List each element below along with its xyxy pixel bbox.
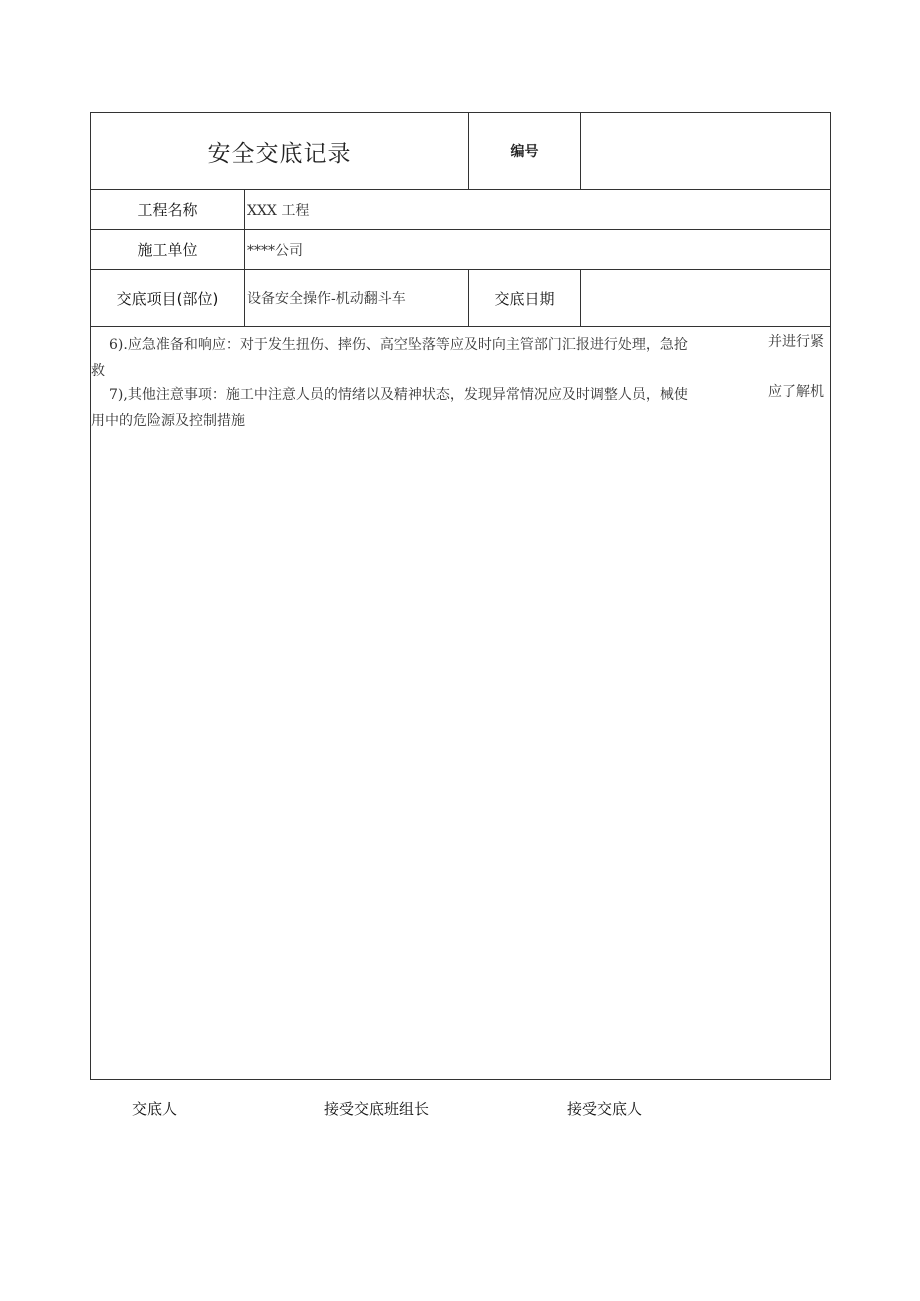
project-name-value-cell[interactable] xyxy=(245,190,830,229)
unit-value-cell[interactable] xyxy=(245,230,830,269)
item-label-cell xyxy=(91,270,245,326)
item-6-line-1: 6).应急准备和响应：对于发生扭伤、摔伤、高空坠落等应及时向主管部门汇报进行处理，急抢 xyxy=(109,337,688,353)
construction-unit-row xyxy=(91,230,830,270)
code-value-cell[interactable] xyxy=(581,113,830,189)
unit-value: ****公司 xyxy=(247,242,303,259)
presenter-label: 交底人 xyxy=(132,1100,178,1118)
item-6-right-fragment: 并进行紧 xyxy=(768,334,824,350)
title-cell xyxy=(91,113,469,189)
date-value-cell[interactable] xyxy=(581,270,830,326)
safety-briefing-form xyxy=(90,112,831,1080)
item-value-cell[interactable] xyxy=(245,270,469,326)
item-label: 交底项目(部位) xyxy=(116,289,219,308)
briefing-content[interactable] xyxy=(91,327,830,1079)
briefing-item-row xyxy=(91,270,830,327)
project-name-label-cell xyxy=(91,190,245,229)
date-label: 交底日期 xyxy=(494,289,555,308)
signature-line xyxy=(0,1098,920,1122)
date-label-cell xyxy=(469,270,581,326)
receiver-label: 接受交底人 xyxy=(567,1100,643,1118)
unit-label: 施工单位 xyxy=(137,241,198,259)
item-6-line-2: 救 xyxy=(91,363,105,379)
item-7-line-1: 7),其他注意事项：施工中注意人员的情绪以及精神状态，发现异常情况应及时调整人员，械使 xyxy=(109,387,688,403)
item-value: 设备安全操作-机动翻斗车 xyxy=(247,291,406,307)
item-7-right-fragment: 应了解机 xyxy=(768,384,824,400)
project-name-value: XXX 工程 xyxy=(247,202,310,219)
header-row xyxy=(91,113,830,190)
project-name-label: 工程名称 xyxy=(137,201,198,219)
code-label: 编号 xyxy=(510,144,539,160)
project-name-row xyxy=(91,190,830,230)
form-title: 安全交底记录 xyxy=(207,140,352,167)
item-7-line-2: 用中的危险源及控制措施 xyxy=(91,413,245,429)
team-leader-label: 接受交底班组长 xyxy=(324,1100,430,1118)
code-label-cell xyxy=(469,113,581,189)
unit-label-cell xyxy=(91,230,245,269)
